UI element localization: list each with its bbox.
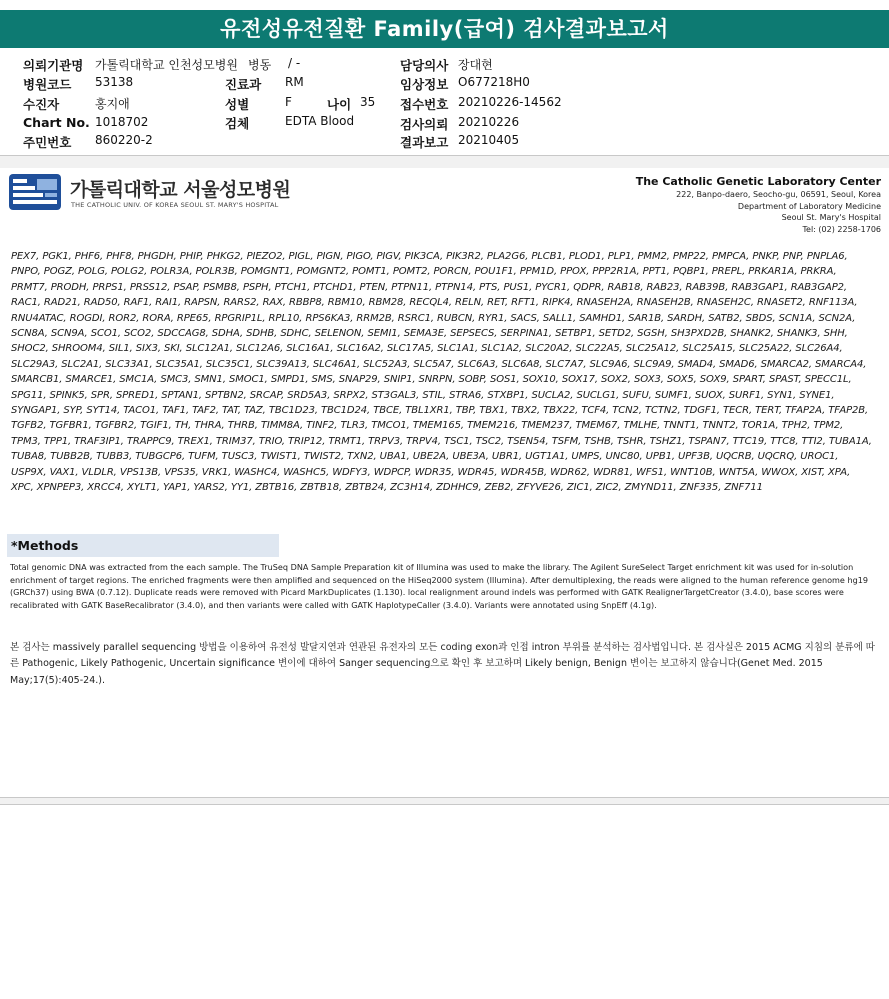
receipt-value: 20210226-14562 [458, 95, 562, 109]
department-label: 진료과 [225, 77, 262, 92]
report-title: 유전성유전질환 Family(급여) 검사결과보고서 [0, 10, 889, 48]
clinical-info-value: O677218H0 [458, 75, 530, 89]
request-date-value: 20210226 [458, 115, 520, 129]
doctor-value: 장대현 [458, 58, 493, 72]
institution-label: 의뢰기관명 [23, 58, 84, 73]
sex-value: F [285, 95, 292, 109]
clinical-info-label: 임상정보 [400, 77, 449, 92]
age-value: 35 [360, 95, 376, 109]
department-value: RM [285, 75, 304, 89]
resident-id-value: 860220-2 [95, 133, 153, 147]
hospital-logo-icon [9, 174, 61, 210]
chart-no-value: 1018702 [95, 115, 149, 129]
lab-center-name: The Catholic Genetic Laboratory Center [635, 175, 881, 188]
chart-no-label: Chart No. [23, 115, 90, 130]
lab-center-tel: Tel: (02) 2258-1706 [802, 224, 881, 234]
hospital-name-korean: 가톨릭대학교 서울성모병원 [70, 179, 291, 201]
patient-label: 수진자 [23, 97, 60, 112]
doctor-label: 담당의사 [400, 58, 449, 73]
patient-value: 홍지애 [95, 97, 130, 111]
report-date-label: 결과보고 [400, 135, 449, 150]
gene-list: PEX7, PGK1, PHF6, PHF8, PHGDH, PHIP, PHKG2, PIEZO2, PIGL, PIGN, PIGO, PIGV, PIK3CA, PIK3R2, PLA2G6, PLCB1, PLOD1, PLP1, PMM2, PMP22, PMPCA, PNKP, PNP, PNPLA6, PNPO, POGZ, POLG, POLG2, POLR3A, POLR3B, POMGNT1, POMGNT2, POMT1, POMT2, PORCN, POU1F1, PPM1D, PPOX, PPP2R1A, PPT1, PQBP1, PREPL, PRKAR1A, PRKRA, PRMT7, PRODH, PRPS1, PRSS12, PSAP, PSMB8, PSPH, PTCH1, PTCHD1, PTEN, PTPN11, PTPN14, PTS, PUS1, PYCR1, QDPR, RAB18, RAB23, RAB39B, RAB3GAP1, RAB3GAP2, RAC1, RAD21, RAD50, RAF1, RAI1, RAPSN, RARS2, RAX, RBBP8, RBM10, RBM28, RECQL4, RELN, RET, RFT1, RIPK4, RNASEH2A, RNASEH2B, RNASEH2C, RNASET2, RNF113A, RNU4ATAC, ROGDI, ROR2, RORA, RPE65, RPGRIP1L, RPL10, RPS6KA3, RRM2B, RSRC1, RUBCN, RYR1, SACS, SALL1, SAMHD1, SAR1B, SARDH, SATB2, SBDS, SCN1A, SCN2A, SCN8A, SCN9A, SCO1, SCO2, SDCCAG8, SDHA, SDHB, SDHC, SELENON, SEMI1, SEMA3E, SEPSECS, SERPINA1, SETBP1, SETD2, SGSH, SH3PXD2B, SHANK2, SHANK3, SHH, SHOC2, SHROOM4, SIL1, SIX3, SKI, SLC12A1, SLC12A6, SLC16A1, SLC16A2, SLC17A5, SLC1A1, SLC1A2, SLC20A2, SLC22A5, SLC25A12, SLC25A15, SLC25A22, SLC26A4, SLC29A3, SLC2A1, SLC33A1, SLC35A1, SLC35C1, SLC39A13, SLC46A1, SLC52A3, SLC5A7, SLC6A3, SLC6A8, SLC7A7, SLC9A6, SLC9A9, SMAD4, SMAD6, SMARCA2, SMARCA4, SMARCB1, SMARCE1, SMC1A, SMC3, SMN1, SMOC1, SMPD1, SMS, SNAP29, SNIP1, SNRPN, SOBP, SOS1, SOX10, SOX17, SOX2, SOX3, SOX5, SOX9, SPART, SPAST, SPECC1L, SPG11, SPINK5, SPR, SPRED1, SPTAN1, SPTBN2, SRCAP, SRD5A3, SRPX2, ST3GAL3, STIL, STRA6, STXBP1, SUCLA2, SUCLG1, SUFU, SUMF1, SUOX, SURF1, SYN1, SYNE1, SYNGAP1, SYP, SYT14, TACO1, TAF1, TAF2, TAT, TAZ, TBC1D23, TBC1D24, TBCE, TBL1XR1, TBP, TBX1, TBX2, TBX22, TCF4, TCN2, TCTN2, TDGF1, TECR, TERT, TFAP2A, TFAP2B, TGFB2, TGFBR1, TGFBR2, TGIF1, TH, THRA, THRB, TIMM8A, TINF2, TLR3, TMCO1, TMEM165, TMEM216, TMEM237, TMEM67, TMLHE, TNNT1, TNNT2, TOR1A, TPH2, TPM2, TPM3, TPP1, TRAF3IP1, TRAPPC9, TREX1, TRIM37, TRIO, TRIP12, TRMT1, TRPV3, TRPV4, TSC1, TSC2, TSEN54, TSFM, TSHB, TSHR, TSHZ1, TSPAN7, TTC19, TTC8, TTI2, TUBA1A, TUBA8, TUBB2B, TUBB3, TUBGCP6, TUFM, TUSC3, TWIST1, TWIST2, TXN2, UBA1, UBE2A, UBE3A, UBR1, UGT1A1, UMPS, UNC80, UPB1, UPF3B, UQCRB, UQCRQ, UROC1, USP9X, VAX1, VLDLR, VPS13B, VPS35, VRK1, WASHC4, WASHC5, WDFY3, WDPCP, WDR35, WDR45, WDR45B, WDR62, WDR81, WFS1, WNT10B, WNT5A, WWOX, XIST, XPA, XPC, XPNPEP3, XRCC4, XYLT1, YAP1, YARS2, YY1, ZBTB16, ZBTB18, ZBTB24, ZC3H14, ZDHHC9, ZEB2, ZFYVE26, ZIC1, ZIC2, ZMYND11, ZNF335, ZNF711 [11, 251, 872, 494]
institution-value: 가톨릭대학교 인천성모병원 [95, 58, 238, 72]
methods-korean-text: 본 검사는 massively parallel sequencing 방법을 이용하여 유전성 발달지연과 연관된 유전자의 모든 coding exon과 인접 intron 부위를 분석하는 검사법입니다. 본 검사실은 2015 ACMG 지침의 분류에 따른 Pathogenic, Likely Pathogenic, Uncertain significance 변이에 대하여 Sanger sequencing으로 확인 후 보고하며 Likely benign, Benign 변이는 보고하지 않습니다(Genet Med. 2015 May;17(5):405-24.). [10, 642, 875, 686]
lab-center-info [636, 174, 881, 235]
lab-center-address: 222, Banpo-daero, Seocho-gu, 06591, Seoul, Korea [676, 190, 881, 199]
age-label: 나이 [327, 97, 352, 112]
hospital-name-english: THE CATHOLIC UNIV. OF KOREA SEOUL ST. MARY'S HOSPITAL [71, 201, 279, 209]
specimen-label: 검체 [225, 116, 250, 131]
header-shade [0, 156, 889, 168]
sex-label: 성별 [225, 97, 250, 112]
hospital-code-value: 53138 [95, 75, 134, 89]
lab-center-hospital: Seoul St. Mary's Hospital [781, 213, 881, 222]
ward-label: 병동 [248, 58, 272, 72]
hospital-code-label: 병원코드 [23, 77, 72, 92]
footer-divider-bottom [0, 804, 889, 805]
methods-heading: *Methods [7, 534, 279, 557]
receipt-label: 접수번호 [400, 97, 449, 112]
report-date-value: 20210405 [458, 133, 520, 147]
ward-value: / - [288, 56, 301, 70]
request-date-label: 검사의뢰 [400, 117, 449, 132]
methods-text: Total genomic DNA was extracted from the each sample. The TruSeq DNA Sample Preparation kit of Illumina was used to make the library. The Agilent SureSelect Target enrichment kit was used for in-solution enrichment of target regions. The enriched fragments were then amplified and sequenced on the HiSeq2000 system (Illumina). After demultiplexing, the reads were aligned to the human reference genome hg19 (GRCh37) using BWA (0.7.12). Duplicate reads were removed with Picard MarkDuplicates (1.130). local realignment around indels was performed with GATK RealignerTargetCreator (3.4.0), base scores were recalibrated with GATK BaseRecalibrator (3.4.0), and then variants were called with GATK HaplotypeCaller (3.4.0). Variants were annotated using SnpEff (4.1g). [10, 562, 869, 610]
lab-center-department: Department of Laboratory Medicine [737, 201, 881, 211]
resident-id-label: 주민번호 [23, 135, 72, 150]
specimen-value: EDTA Blood [285, 114, 355, 128]
